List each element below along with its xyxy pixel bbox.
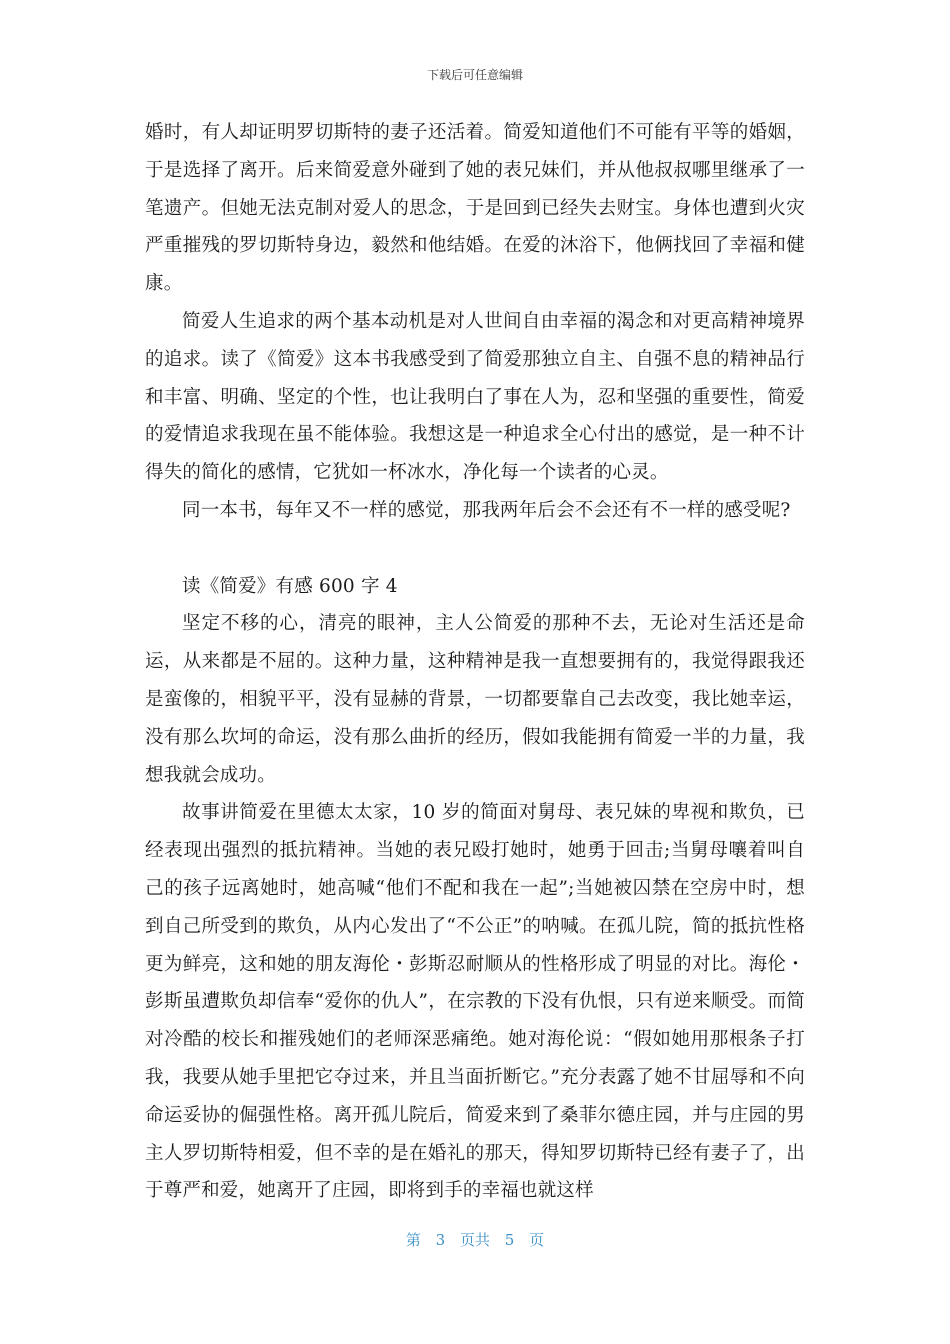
page-number-footer: 第 3 页共 5 页 [405,1231,545,1249]
paragraph: 同一本书，每年又不一样的感觉，那我两年后会不会还有不一样的感受呢? [182,499,791,521]
section-heading: 读《简爱》有感 600 字 4 [182,575,398,597]
paragraph: 坚定不移的心，清亮的眼神，主人公简爱的那种不去，无论对生活还是命运，从来都是不屈的。这种力量，这种精神是我一直想要拥有的，我觉得跟我还是蛮像的，相貌平平，没有显赫的背景，一切都要靠自己去改变，我比她幸运，没有那么坎坷的命运，没有那么曲折的经历，假如我能拥有简爱一半的力量，我想我就会成功。 [145,613,805,786]
paragraph-continuation: 婚时，有人却证明罗切斯特的妻子还活着。简爱知道他们不可能有平等的婚姻，于是选择了离开。后来简爱意外碰到了她的表兄妹们，并从他叔叔哪里继承了一笔遗产。但她无法克制对爱人的思念，于是回到已经失去财宝。身体也遭到火灾严重摧残的罗切斯特身边，毅然和他结婚。在爱的沐浴下，他俩找回了幸福和健康。 [145,122,805,295]
blank-line [145,530,805,568]
page-header: 下载后可任意编辑 [426,68,523,82]
document-body [145,114,805,1210]
paragraph: 故事讲简爱在里德太太家，10 岁的简面对舅母、表兄妹的卑视和欺负，已经表现出强烈的抵抗精神。当她的表兄殴打她时，她勇于回击;当舅母嚷着叫自己的孩子远离她时，她高喊“他们不配和我在一起”;当她被囚禁在空房中时，想到自己所受到的欺负，从内心发出了“不公正”的呐喊。在孤儿院，简的抵抗性格更为鲜亮，这和她的朋友海伦・彭斯忍耐顺从的性格形成了明显的对比。海伦・彭斯虽遭欺负却信奉“爱你的仇人”，在宗教的下没有仇恨，只有逆来顺受。而简对冷酷的校长和摧残她们的老师深恶痛绝。她对海伦说：“假如她用那根条子打我，我要从她手里把它夺过来，并且当面折断它。”充分表露了她不甘屈辱和不向命运妥协的倔强性格。离开孤儿院后，简爱来到了桑菲尔德庄园，并与庄园的男主人罗切斯特相爱，但不幸的是在婚礼的那天，得知罗切斯特已经有妻子了，出于尊严和爱，她离开了庄园，即将到手的幸福也就这样 [145,802,805,1202]
paragraph: 简爱人生追求的两个基本动机是对人世间自由幸福的渴念和对更高精神境界的追求。读了《简爱》这本书我感受到了简爱那独立自主、自强不息的精神品行和丰富、明确、坚定的个性，也让我明白了事在人为，忍和坚强的重要性，简爱的爱情追求我现在虽不能体验。我想这是一种追求全心付出的感觉，是一种不计得失的简化的感情，它犹如一杯冰水，净化每一个读者的心灵。 [145,310,805,484]
